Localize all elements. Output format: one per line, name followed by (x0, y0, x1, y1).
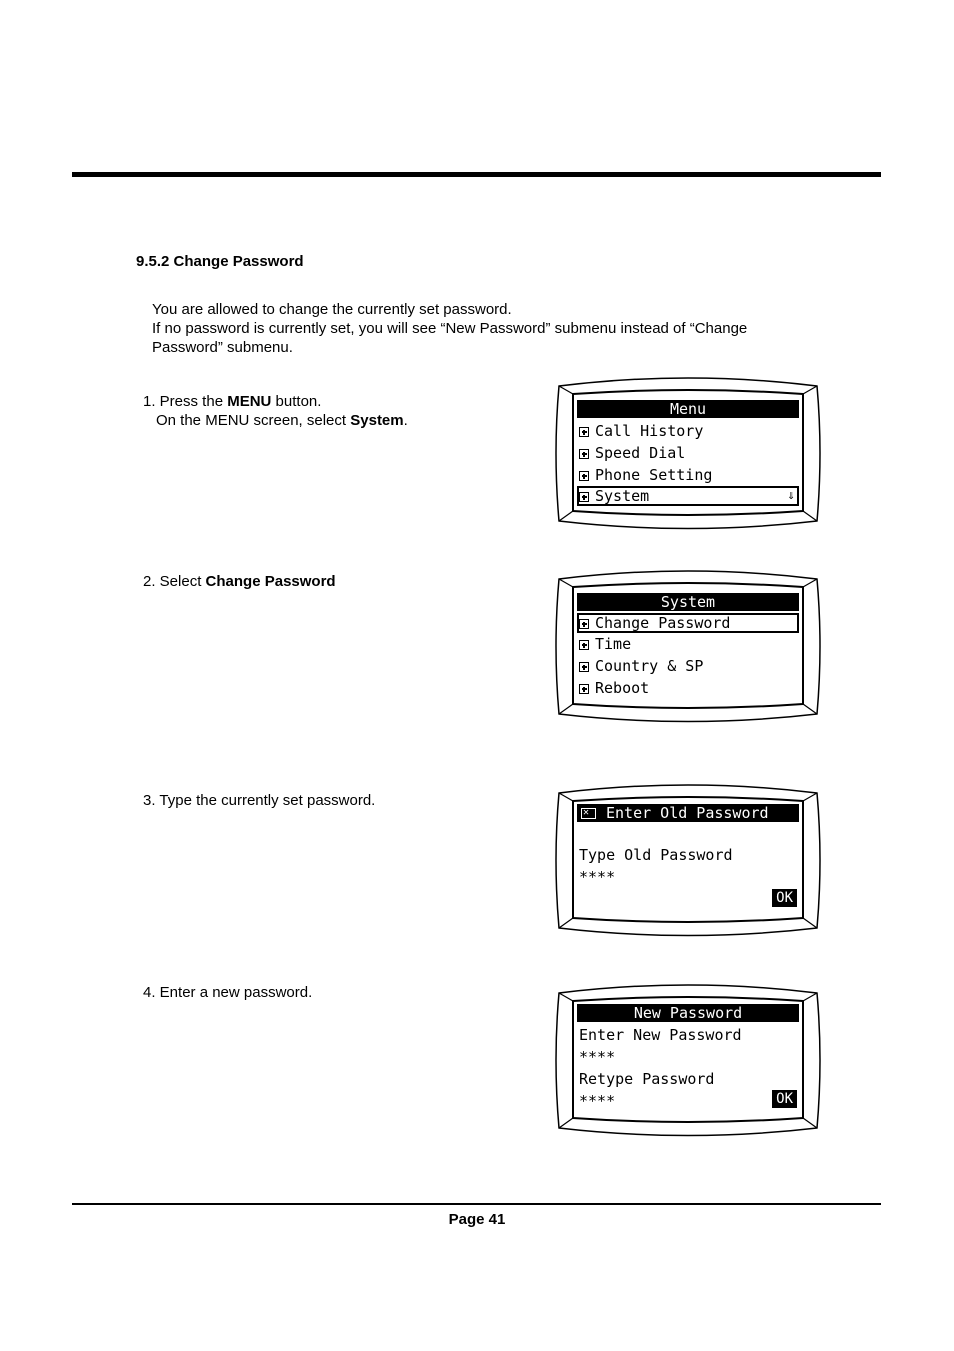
step-keyword: System (350, 412, 404, 429)
menu-item-label: Reboot (595, 679, 650, 697)
screen-title: New Password (577, 1004, 799, 1022)
screen-title (577, 804, 799, 822)
new-password-input[interactable]: **** (579, 1048, 616, 1066)
step-1 (143, 392, 408, 430)
expand-icon (579, 427, 589, 437)
phone-screen-menu (555, 376, 821, 531)
menu-item-change-password[interactable] (577, 613, 799, 633)
menu-item-label: Phone Setting (595, 466, 713, 484)
step-text: On the MENU screen, select (156, 412, 351, 429)
down-arrow-icon: ⇓ (787, 488, 795, 503)
footer-rule (72, 1203, 881, 1205)
menu-item-label: Call History (595, 422, 704, 440)
step-text: . (403, 412, 408, 429)
intro-line: You are allowed to change the currently set password. (152, 301, 512, 318)
menu-item-call-history[interactable] (575, 420, 801, 442)
ok-button[interactable]: OK (772, 1090, 797, 1108)
expand-icon (579, 471, 589, 481)
intro-text (152, 300, 832, 357)
section-heading: 9.5.2 Change Password (136, 253, 304, 270)
menu-item-phone-setting[interactable] (575, 464, 801, 486)
step-4: 4. Enter a new password. (143, 984, 313, 1001)
page-number: Page 41 (448, 1211, 506, 1228)
step-keyword: MENU (227, 393, 272, 410)
prompt-label: Enter New Password (579, 1026, 742, 1044)
intro-line: Password” submenu. (152, 339, 293, 356)
expand-icon (579, 492, 589, 502)
intro-line: If no password is currently set, you will see “New Password” submenu instead of “Change (152, 320, 748, 337)
step-text: 2. Select (143, 573, 206, 590)
spacer (575, 824, 801, 844)
phone-screen-system (555, 569, 821, 724)
prompt-label: Retype Password (579, 1070, 715, 1088)
menu-item-label: Time (595, 635, 632, 653)
menu-item-label: Country & SP (595, 657, 704, 675)
step-2 (143, 572, 336, 591)
phone-screen-new-password (555, 983, 821, 1138)
screen-title-text: Enter Old Password (606, 804, 769, 822)
step-3: 3. Type the currently set password. (143, 792, 376, 809)
menu-item-label: Change Password (595, 614, 731, 632)
menu-item-reboot[interactable] (575, 677, 801, 699)
menu-item-label: Speed Dial (595, 444, 686, 462)
mail-icon (581, 808, 596, 819)
ok-button[interactable]: OK (772, 889, 797, 907)
expand-icon (579, 684, 589, 694)
prompt-label: Type Old Password (579, 846, 733, 864)
phone-screen-old-password (555, 783, 821, 938)
menu-item-time[interactable] (575, 633, 801, 655)
step-keyword: Change Password (205, 573, 336, 590)
menu-item-system[interactable] (577, 486, 799, 506)
expand-icon (579, 662, 589, 672)
password-input[interactable]: **** (579, 868, 616, 886)
expand-icon (579, 640, 589, 650)
expand-icon (579, 619, 589, 629)
menu-item-label: System (595, 487, 650, 505)
menu-item-speed-dial[interactable] (575, 442, 801, 464)
step-text: 1. Press the (143, 393, 228, 410)
screen-title: Menu (577, 400, 799, 418)
menu-item-country-sp[interactable] (575, 655, 801, 677)
expand-icon (579, 449, 589, 459)
retype-password-input[interactable]: **** (579, 1092, 616, 1110)
screen-title: System (577, 593, 799, 611)
step-text: button. (271, 393, 322, 410)
header-rule (72, 172, 881, 177)
